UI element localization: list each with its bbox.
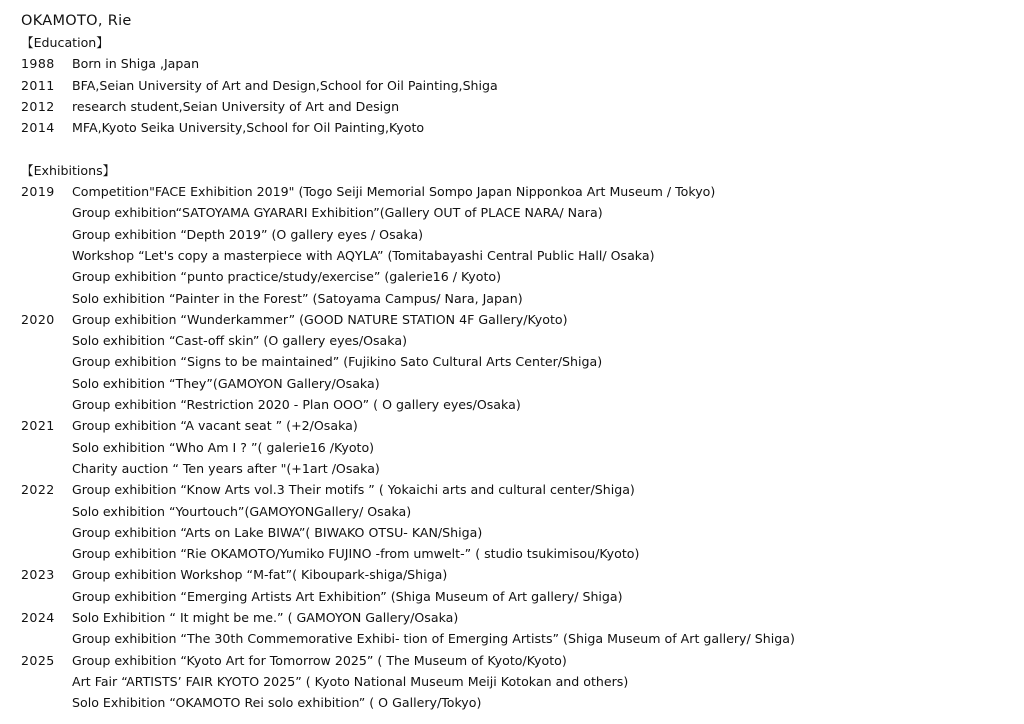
education-entry	[21, 75, 1011, 96]
entry-year: 2025	[21, 652, 55, 668]
entry-text: Solo exhibition “They”(GAMOYON Gallery/Osaka)	[72, 375, 380, 391]
entry-text: Charity auction “ Ten years after "(+1art /Osaka)	[72, 460, 380, 476]
entry-text: BFA,Seian University of Art and Design,School for Oil Painting,Shiga	[72, 77, 498, 93]
entry-text: Group exhibition “Depth 2019” (O gallery eyes / Osaka)	[72, 226, 424, 242]
entry-year	[21, 224, 72, 245]
exhibition-entry	[21, 415, 1011, 436]
entry-text: Group exhibition “Wunderkammer” (GOOD NATURE STATION 4F Gallery/Kyoto)	[72, 311, 568, 327]
education-entry	[21, 53, 1011, 74]
entry-text: Group exhibition “A vacant seat ” (+2/Osaka)	[72, 418, 358, 434]
entry-year	[21, 543, 72, 564]
entry-text: Solo exhibition “Who Am I ? ”( galerie16 /Kyoto)	[72, 439, 375, 455]
entry-text: Group exhibition“SATOYAMA GYARARI Exhibition”(Gallery OUT of PLACE NARA/ Nara)	[72, 205, 603, 221]
entry-text: Group exhibition “punto practice/study/exercise” (galerie16 / Kyoto)	[72, 269, 502, 285]
entry-year: 2012	[21, 98, 55, 114]
entry-year	[21, 202, 72, 223]
artist-name: OKAMOTO, Rie	[21, 13, 132, 29]
entry-year	[21, 245, 72, 266]
entry-year	[21, 628, 72, 649]
exhibition-entry	[21, 266, 1011, 287]
exhibitions-heading: 【Exhibitions】	[21, 162, 116, 178]
entry-year: 2021	[21, 418, 55, 434]
education-list	[21, 53, 1011, 138]
entry-text: Solo exhibition “Painter in the Forest” (Satoyama Campus/ Nara, Japan)	[72, 290, 523, 306]
entry-year	[21, 330, 72, 351]
entry-year	[21, 522, 72, 543]
exhibition-entry	[21, 373, 1011, 394]
entry-text: Group exhibition Workshop “M-fat”( Kiboupark-shiga/Shiga)	[72, 567, 448, 583]
exhibition-entry	[21, 224, 1011, 245]
exhibition-entry	[21, 522, 1011, 543]
entry-text: Solo exhibition “Yourtouch”(GAMOYONGallery/ Osaka)	[72, 503, 412, 519]
entry-text: Group exhibition “Restriction 2020 - Plan OOO” ( O gallery eyes/Osaka)	[72, 397, 521, 413]
entry-text: Competition"FACE Exhibition 2019" (Togo Seiji Memorial Sompo Japan Nipponkoa Art Museum / Tokyo)	[72, 184, 716, 200]
exhibition-entry	[21, 458, 1011, 479]
entry-text: Solo Exhibition “OKAMOTO Rei solo exhibition” ( O Gallery/Tokyo)	[72, 695, 482, 711]
entry-year: 2019	[21, 184, 55, 200]
exhibition-entry	[21, 330, 1011, 351]
section-spacer	[21, 138, 1011, 159]
exhibition-entry	[21, 564, 1011, 585]
exhibition-entry	[21, 607, 1011, 628]
entry-text: Group exhibition “Know Arts vol.3 Their motifs ” ( Yokaichi arts and cultural center/Shiga)	[72, 482, 635, 498]
entry-year	[21, 288, 72, 309]
exhibition-entry	[21, 394, 1011, 415]
entry-text: MFA,Kyoto Seika University,School for Oil Painting,Kyoto	[72, 120, 425, 136]
education-entry	[21, 96, 1011, 117]
exhibition-entry	[21, 437, 1011, 458]
exhibition-entry	[21, 309, 1011, 330]
entry-text: Group exhibition “Emerging Artists Art Exhibition” (Shiga Museum of Art gallery/ Shiga)	[72, 588, 623, 604]
entry-year: 2022	[21, 482, 55, 498]
exhibition-entry	[21, 245, 1011, 266]
entry-year: 2011	[21, 77, 55, 93]
entry-year	[21, 501, 72, 522]
exhibition-entry	[21, 181, 1011, 202]
exhibition-entry	[21, 351, 1011, 372]
exhibition-entry	[21, 288, 1011, 309]
entry-text: Solo Exhibition “ It might be me.” ( GAMOYON Gallery/Osaka)	[72, 610, 459, 626]
entry-text: Group exhibition “Signs to be maintained” (Fujikino Sato Cultural Arts Center/Shiga)	[72, 354, 603, 370]
exhibition-entry	[21, 501, 1011, 522]
entry-text: Group exhibition “Rie OKAMOTO/Yumiko FUJINO -from umwelt-” ( studio tsukimisou/Kyoto)	[72, 546, 640, 562]
entry-year: 2020	[21, 311, 55, 327]
entry-text: Born in Shiga ,Japan	[72, 56, 200, 72]
exhibition-entry	[21, 479, 1011, 500]
entry-year	[21, 671, 72, 692]
entry-year: 2014	[21, 120, 55, 136]
exhibitions-list	[21, 181, 1011, 713]
entry-year	[21, 692, 72, 713]
exhibition-entry	[21, 543, 1011, 564]
entry-year	[21, 394, 72, 415]
entry-year	[21, 458, 72, 479]
entry-text: Group exhibition “Kyoto Art for Tomorrow 2025” ( The Museum of Kyoto/Kyoto)	[72, 652, 567, 668]
exhibition-entry	[21, 202, 1011, 223]
entry-year	[21, 373, 72, 394]
exhibition-entry	[21, 671, 1011, 692]
entry-text: Art Fair “ARTISTS’ FAIR KYOTO 2025” ( Kyoto National Museum Meiji Kotokan and others)	[72, 673, 629, 689]
entry-year: 2023	[21, 567, 55, 583]
exhibition-entry	[21, 692, 1011, 713]
entry-text: Solo exhibition “Cast-off skin” (O gallery eyes/Osaka)	[72, 333, 407, 349]
entry-text: Workshop “Let's copy a masterpiece with AQYLA” (Tomitabayashi Central Public Hall/ Osaka)	[72, 247, 655, 263]
entry-year	[21, 266, 72, 287]
exhibition-entry	[21, 628, 1011, 649]
entry-year: 1988	[21, 56, 55, 72]
entry-text: Group exhibition “The 30th Commemorative Exhibi- tion of Emerging Artists” (Shiga Museum of Art gallery/ Shiga)	[72, 631, 795, 647]
education-heading: 【Education】	[21, 35, 109, 50]
entry-text: Group exhibition “Arts on Lake BIWA”( BIWAKO OTSU- KAN/Shiga)	[72, 524, 483, 540]
education-entry	[21, 117, 1011, 138]
entry-year	[21, 351, 72, 372]
entry-year: 2024	[21, 610, 55, 626]
entry-year	[21, 586, 72, 607]
cv-document	[21, 10, 1011, 714]
exhibition-entry	[21, 650, 1011, 671]
entry-text: research student,Seian University of Art and Design	[72, 98, 400, 114]
exhibition-entry	[21, 586, 1011, 607]
entry-year	[21, 437, 72, 458]
